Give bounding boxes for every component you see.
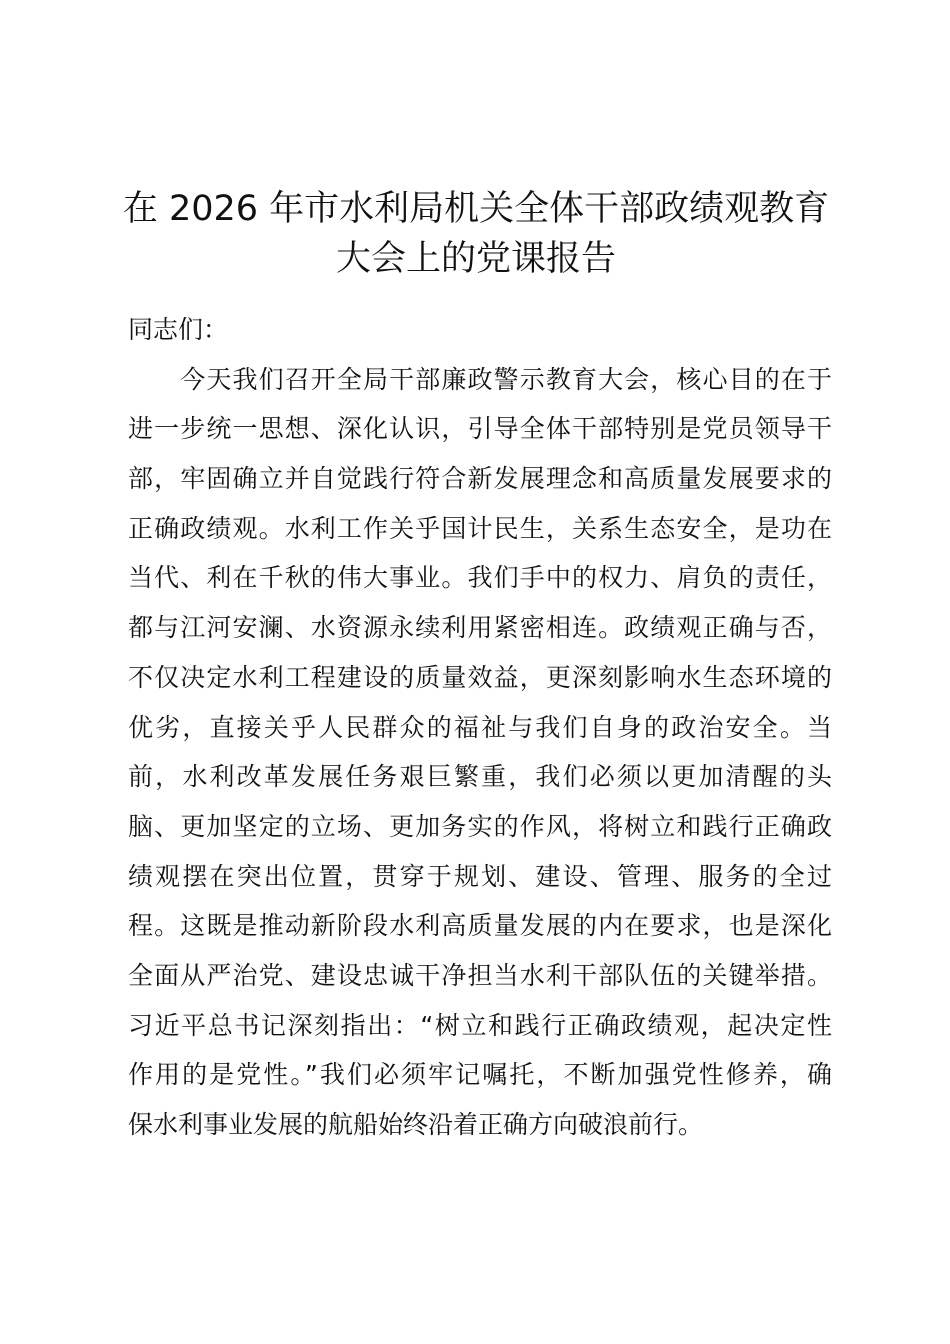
paragraph-line: 习近平总书记深刻指出：“树立和践行正确政绩观，起决定性 [128,1010,832,1040]
title-line-1: 在 2026 年市水利局机关全体干部政绩观教育 [122,189,830,229]
paragraph-line: 程。这既是推动新阶段水利高质量发展的内在要求，也是深化 [128,911,832,941]
greeting: 同志们： [128,315,229,344]
paragraph-line: 当代、利在千秋的伟大事业。我们手中的权力、肩负的责任， [128,563,832,593]
paragraph-line: 都与江河安澜、水资源永续利用紧密相连。政绩观正确与否， [128,613,832,643]
paragraph-line: 部，牢固确立并自觉践行符合新发展理念和高质量发展要求的 [128,464,832,494]
paragraph-line: 不仅决定水利工程建设的质量效益，更深刻影响水生态环境的 [128,662,832,692]
paragraph-line: 正确政绩观。水利工作关乎国计民生，关系生态安全，是功在 [128,513,832,543]
paragraph-line: 前，水利改革发展任务艰巨繁重，我们必须以更加清醒的头 [128,762,832,792]
paragraph-line: 今天我们召开全局干部廉政警示教育大会，核心目的在于 [128,364,832,394]
title-line-2: 大会上的党课报告 [335,239,616,279]
paragraph [128,355,832,1150]
paragraph-line: 全面从严治党、建设忠诚干净担当水利干部队伍的关键举措。 [128,960,832,990]
document-title [120,184,832,284]
paragraph-line: 进一步统一思想、深化认识，引导全体干部特别是党员领导干 [128,414,832,444]
paragraph-line: 绩观摆在突出位置，贯穿于规划、建设、管理、服务的全过 [128,861,832,891]
document-body [128,305,832,1150]
paragraph-line: 脑、更加坚定的立场、更加务实的作风，将树立和践行正确政 [128,811,832,841]
paragraph-line: 作用的是党性。”我们必须牢记嘱托，不断加强党性修养，确 [128,1060,832,1090]
paragraph-line: 优劣，直接关乎人民群众的福祉与我们自身的政治安全。当 [128,712,832,742]
paragraph-line: 保水利事业发展的航船始终沿着正确方向破浪前行。 [128,1110,704,1139]
